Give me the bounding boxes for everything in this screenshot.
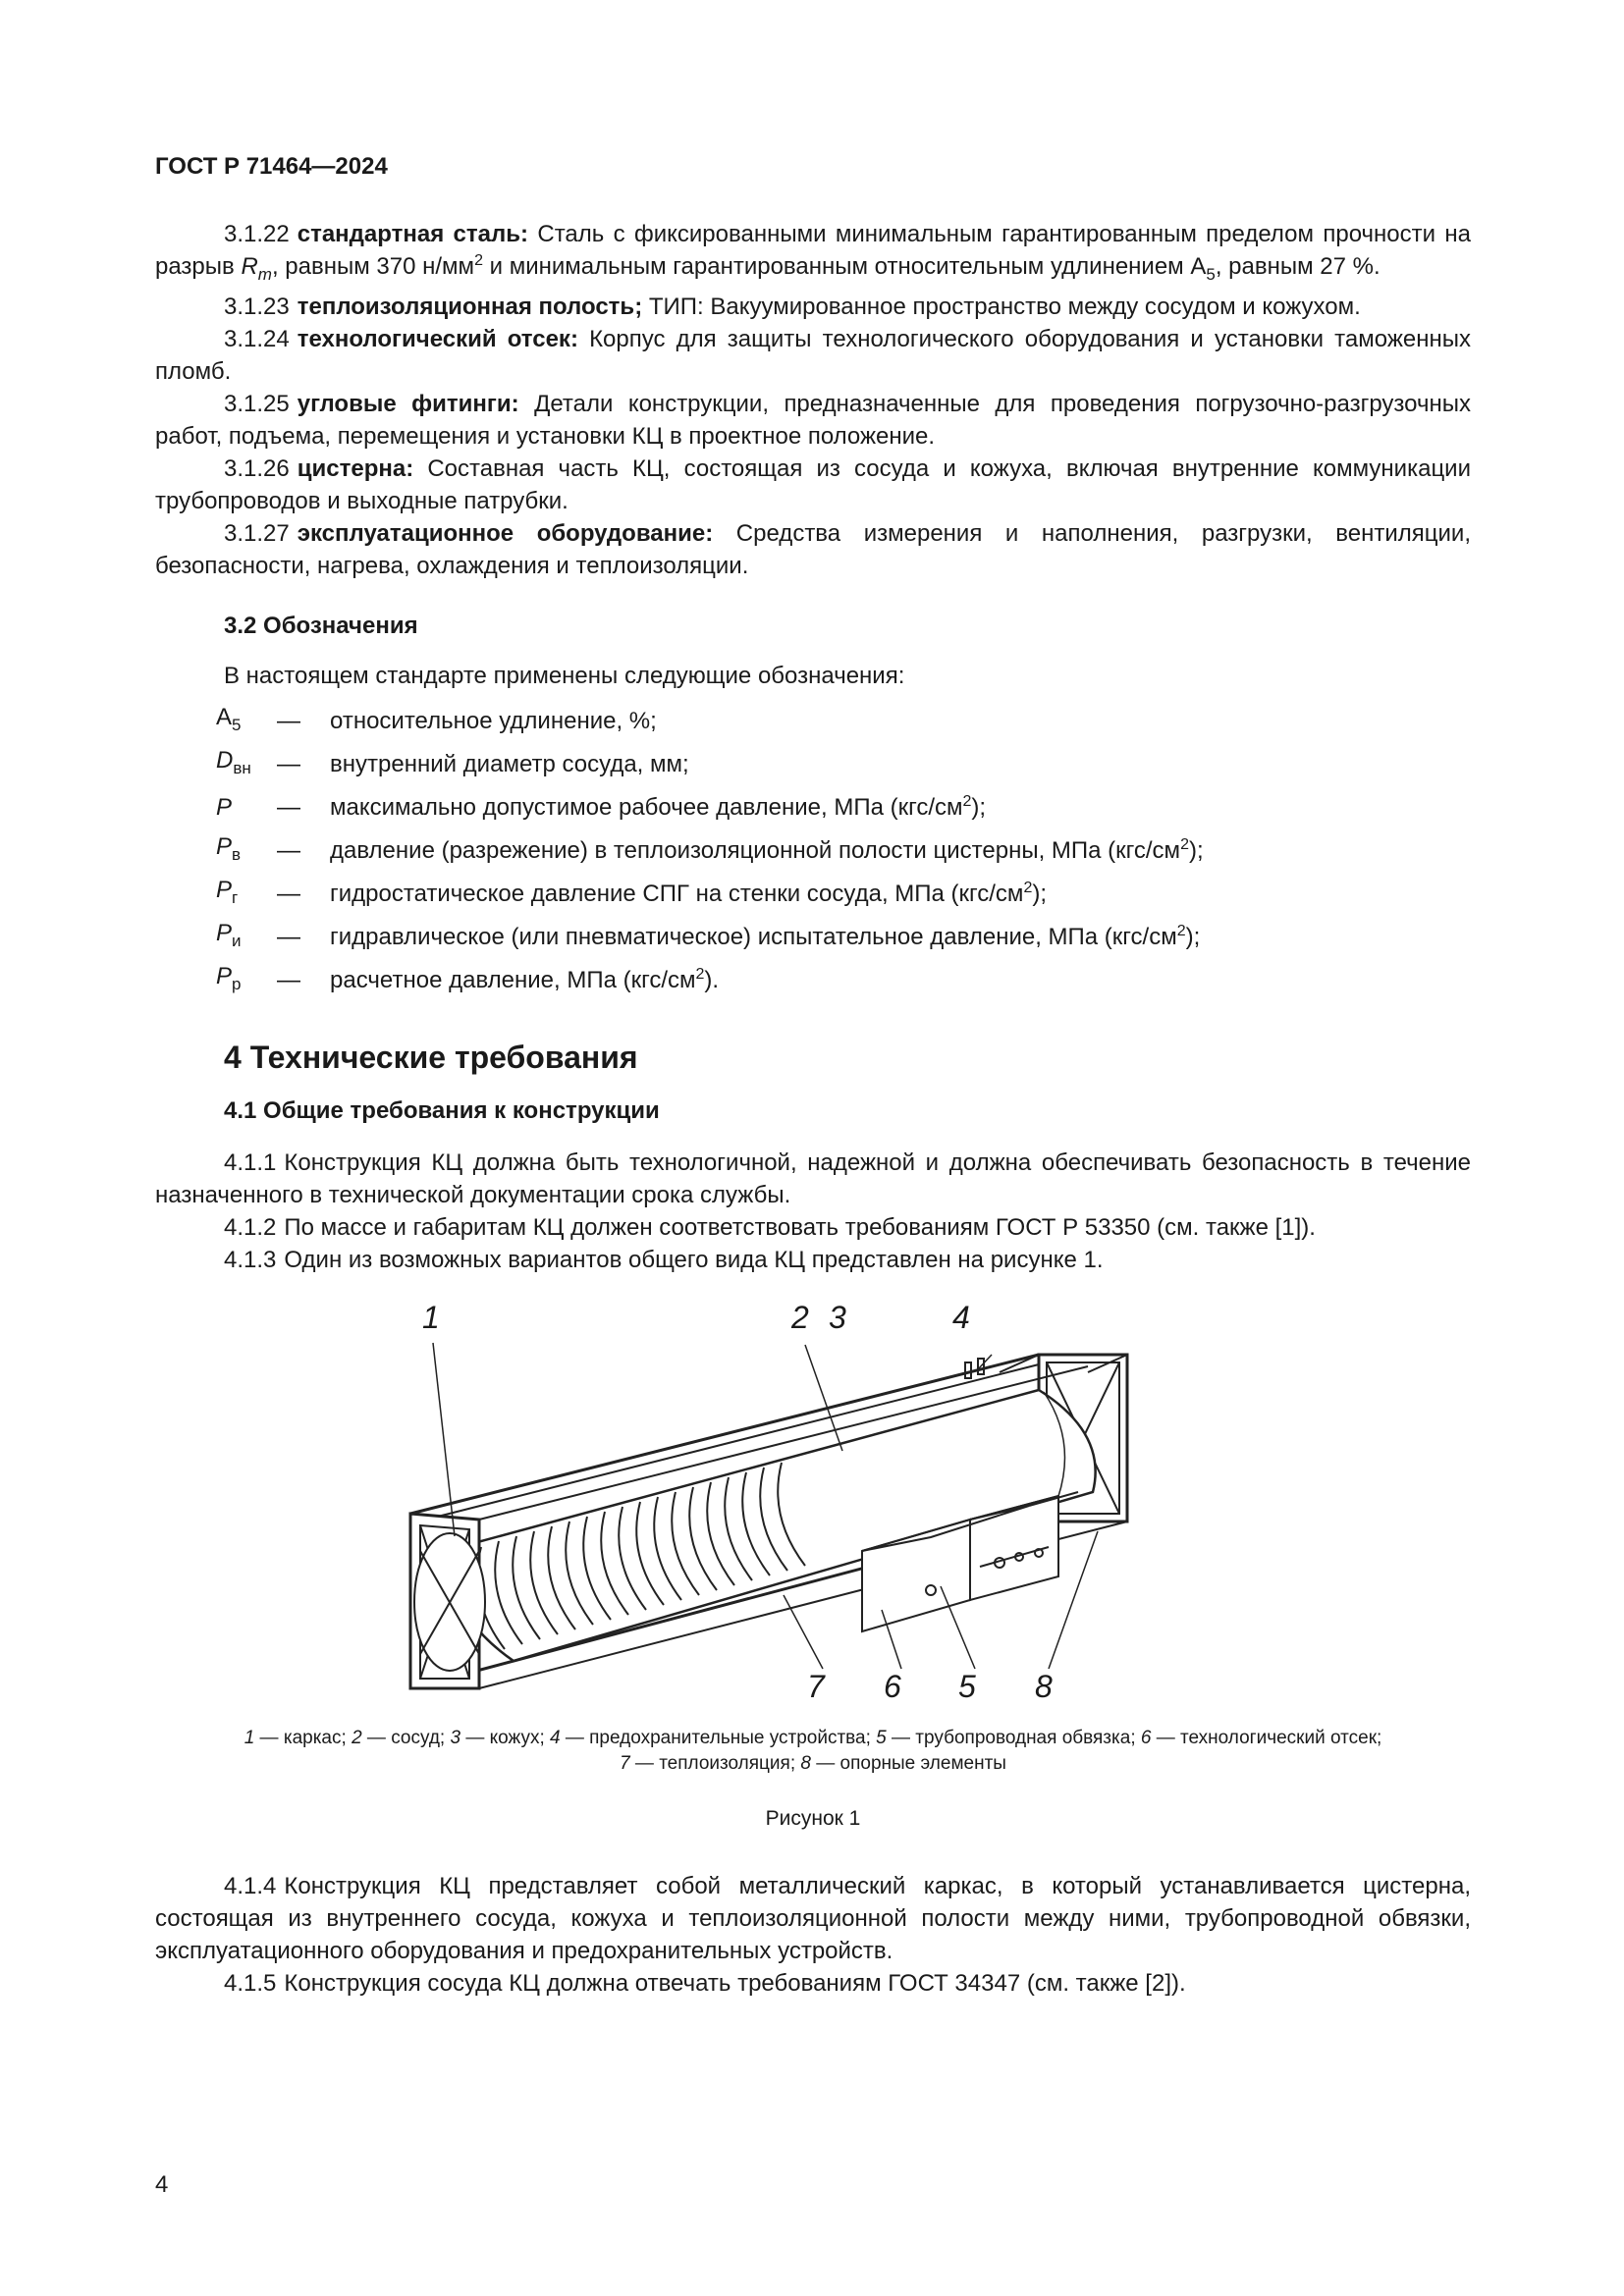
section-4-1-title: 4.1 Общие требования к конструкции xyxy=(224,1096,660,1124)
symbol-description-text: гидростатическое давление СПГ на стенки сосуда, МПа (кгс/см xyxy=(330,881,1024,908)
document-header: ГОСТ Р 71464—2024 xyxy=(155,153,388,180)
symbol-description-end: ); xyxy=(1188,837,1204,865)
callout-4: 4 xyxy=(952,1299,970,1335)
symbol xyxy=(216,701,277,741)
symbol xyxy=(216,874,277,914)
legend-number: 7 xyxy=(620,1752,630,1774)
symbol-row xyxy=(216,829,1471,873)
symbol-dash: — xyxy=(277,837,300,865)
symbol-dash: — xyxy=(277,924,300,951)
section-4-title: 4 Технические требования xyxy=(224,1039,638,1075)
legend-number: 5 xyxy=(876,1727,887,1748)
legend-number: 1 xyxy=(244,1727,255,1748)
definition-term: эксплуатационное оборудование: xyxy=(297,519,714,547)
symbol-letter: P xyxy=(216,794,233,822)
definition-text: Детали конструкции, предназначенные для проведения погрузочно-разгрузочных работ, подъема, перемещения и установки КЦ в проектное положение. xyxy=(155,390,1471,450)
symbol-description xyxy=(330,834,1204,867)
symbol-description-text: давление (разрежение) в теплоизоляционной полости цистерны, МПа (кгс/см xyxy=(330,837,1181,865)
definition-term: теплоизоляционная полость; xyxy=(297,293,643,320)
symbol-description xyxy=(330,921,1200,953)
clauses-list xyxy=(155,1147,1471,1276)
legend-text: — кожух; xyxy=(460,1727,550,1748)
symbol xyxy=(216,917,277,957)
callout-8: 8 xyxy=(1035,1668,1053,1704)
clause-text: Конструкция КЦ должна быть технологичной, надежной и должна обеспечивать безопасность в течение назначенного в технической документации срока службы. xyxy=(155,1148,1471,1208)
symbol-row xyxy=(216,959,1471,1002)
symbol-row xyxy=(216,873,1471,916)
symbol-description xyxy=(330,791,986,824)
definition-text: Сталь с фиксированными минимальным гарантированным пределом прочности на разрыв xyxy=(155,221,1471,280)
clause-4-1-5 xyxy=(155,1967,1471,2000)
symbol-a-sub: 5 xyxy=(1206,264,1216,284)
symbol-dash: — xyxy=(277,881,300,908)
symbol-r-sub: m xyxy=(257,264,272,284)
definition-text: , равным 370 н/мм xyxy=(271,253,475,280)
definition-text: Средства измерения и наполнения, разгрузки, вентиляции, безопасности, нагрева, охлаждения и теплоизоляции. xyxy=(155,519,1472,579)
clause-text: По массе и габаритам КЦ должен соответствовать требованиям ГОСТ Р 53350 (см. также [1]). xyxy=(284,1213,1316,1241)
legend-text: — трубопроводная обвязка; xyxy=(886,1727,1141,1748)
legend-text: — сосуд; xyxy=(361,1727,451,1748)
clause-number: 4.1.1 xyxy=(224,1148,277,1176)
definition-term: цистерна: xyxy=(297,454,414,482)
legend-text: — каркас; xyxy=(254,1727,352,1748)
symbol-dash: — xyxy=(277,794,300,822)
definition-text: Корпус для защиты технологического оборудования и установки таможенных пломб. xyxy=(155,325,1471,385)
legend-number: 4 xyxy=(550,1727,561,1748)
legend-number: 8 xyxy=(800,1752,811,1774)
symbol-row xyxy=(216,700,1471,743)
legend-number: 3 xyxy=(450,1727,461,1748)
symbol-description-text: гидравлическое (или пневматическое) испытательное давление, МПа (кгс/см xyxy=(330,924,1177,951)
clause-4-1-1 xyxy=(155,1147,1471,1211)
symbol-subscript: в xyxy=(232,845,242,865)
symbol-row xyxy=(216,786,1471,829)
symbol-row xyxy=(216,916,1471,959)
symbol-dash: — xyxy=(277,751,300,778)
page-number: 4 xyxy=(155,2171,169,2198)
symbol-letter: D xyxy=(216,747,234,774)
symbol-description-end: ). xyxy=(704,967,720,994)
definition-number: 3.1.24 xyxy=(224,325,290,352)
definition-term: стандартная сталь: xyxy=(297,221,529,247)
definition-term: угловые фитинги: xyxy=(297,390,519,417)
callout-7: 7 xyxy=(807,1668,825,1704)
definition-3-1-25 xyxy=(155,388,1471,453)
clause-4-1-2 xyxy=(155,1211,1471,1244)
legend-text: — теплоизоляция; xyxy=(629,1752,801,1774)
legend-text: — предохранительные устройства; xyxy=(560,1727,877,1748)
symbol-r: R xyxy=(241,253,258,280)
clauses-after-list xyxy=(155,1870,1471,2000)
container-tank-figure xyxy=(155,1296,1471,1718)
definition-number: 3.1.26 xyxy=(224,454,290,482)
definition-3-1-22 xyxy=(155,218,1471,291)
definition-text: , равным 27 %. xyxy=(1215,253,1380,280)
figure-title: Рисунок 1 xyxy=(765,1806,861,1830)
figure-legend-line-2 xyxy=(155,1751,1471,1777)
symbol-subscript: 5 xyxy=(232,716,242,735)
symbol-description-end: ); xyxy=(971,794,987,822)
definition-number: 3.1.25 xyxy=(224,390,290,417)
callout-2: 2 xyxy=(791,1299,809,1335)
figure-legend-line-1 xyxy=(155,1726,1471,1751)
symbol-description-text: внутренний диаметр сосуда, мм; xyxy=(330,751,689,778)
symbol-description xyxy=(330,964,719,996)
superscript: 2 xyxy=(695,966,705,984)
symbol-dash: — xyxy=(277,708,300,735)
symbol-description-text: максимально допустимое рабочее давление, МПа (кгс/см xyxy=(330,794,963,822)
symbol-dash: — xyxy=(277,967,300,994)
symbol-description-end: ); xyxy=(1032,881,1048,908)
definition-number: 3.1.22 xyxy=(224,221,290,247)
definition-term: технологический отсек: xyxy=(297,325,578,352)
callout-1: 1 xyxy=(422,1299,440,1335)
legend-text: — опорные элементы xyxy=(810,1752,1006,1774)
symbol-description-text: относительное удлинение, %; xyxy=(330,708,657,735)
clause-4-1-3 xyxy=(155,1244,1471,1276)
definition-3-1-23 xyxy=(155,291,1471,323)
symbols-list xyxy=(216,700,1471,1002)
section-3-2-intro: В настоящем стандарте применены следующие обозначения: xyxy=(224,662,905,689)
legend-number: 2 xyxy=(352,1727,362,1748)
symbol-subscript: и xyxy=(232,932,242,951)
symbol-letter: А xyxy=(216,704,233,731)
symbol-subscript: р xyxy=(232,975,242,994)
clause-number: 4.1.3 xyxy=(224,1246,277,1273)
symbol-description-end: ); xyxy=(1185,924,1201,951)
definition-3-1-26 xyxy=(155,453,1471,517)
callout-3: 3 xyxy=(829,1299,846,1335)
symbol-letter: P xyxy=(216,963,233,990)
figure-legend xyxy=(155,1726,1471,1777)
superscript: 2 xyxy=(962,793,972,811)
definition-text: ТИП: Вакуумированное пространство между сосудом и кожухом. xyxy=(642,293,1361,320)
symbol-letter: P xyxy=(216,920,233,947)
definition-number: 3.1.23 xyxy=(224,293,290,320)
clause-4-1-4 xyxy=(155,1870,1471,1967)
section-3-2-title: 3.2 Обозначения xyxy=(224,612,418,639)
symbol xyxy=(216,791,277,824)
callout-5: 5 xyxy=(958,1668,976,1704)
symbol-description xyxy=(330,705,657,737)
clause-number: 4.1.2 xyxy=(224,1213,277,1241)
symbol xyxy=(216,960,277,1000)
definition-3-1-24 xyxy=(155,323,1471,388)
definition-number: 3.1.27 xyxy=(224,519,290,547)
symbol-letter: P xyxy=(216,877,233,904)
clause-text: Конструкция сосуда КЦ должна отвечать требованиям ГОСТ 34347 (см. также [2]). xyxy=(284,1969,1186,1997)
definition-text: Составная часть КЦ, состоящая из сосуда и кожуха, включая внутренние коммуникации трубопроводов и выходные патрубки. xyxy=(155,454,1471,514)
superscript: 2 xyxy=(1023,880,1033,897)
definition-text: и минимальным гарантированным относительным удлинением А xyxy=(482,253,1207,280)
superscript: 2 xyxy=(1180,836,1189,854)
container-tank-drawing xyxy=(155,1296,1471,1718)
symbol-letter: P xyxy=(216,833,233,861)
clause-text: Конструкция КЦ представляет собой металлический каркас, в который устанавливается цистерна, состоящая из внутреннего сосуда, кожуха и теплоизоляционной полости между ними, трубопроводной обвязки, эксплуатационного оборудования и предохранительных устройств. xyxy=(155,1872,1471,1964)
clause-number: 4.1.4 xyxy=(224,1872,277,1899)
page-content xyxy=(155,218,1471,2000)
callout-6: 6 xyxy=(884,1668,901,1704)
symbol-subscript: вн xyxy=(233,759,251,778)
symbol-row xyxy=(216,743,1471,786)
symbol xyxy=(216,830,277,871)
superscript: 2 xyxy=(1176,923,1186,940)
symbol-description xyxy=(330,748,689,780)
definition-3-1-27 xyxy=(155,517,1471,582)
superscript: 2 xyxy=(474,252,483,270)
symbol xyxy=(216,744,277,784)
legend-text: — технологический отсек; xyxy=(1151,1727,1382,1748)
symbol-subscript: г xyxy=(232,888,239,908)
clause-number: 4.1.5 xyxy=(224,1969,277,1997)
symbol-description xyxy=(330,878,1047,910)
front-frame xyxy=(410,1514,485,1688)
symbol-description-text: расчетное давление, МПа (кгс/см xyxy=(330,967,696,994)
clause-text: Один из возможных вариантов общего вида КЦ представлен на рисунке 1. xyxy=(284,1246,1104,1273)
legend-number: 6 xyxy=(1140,1727,1152,1748)
